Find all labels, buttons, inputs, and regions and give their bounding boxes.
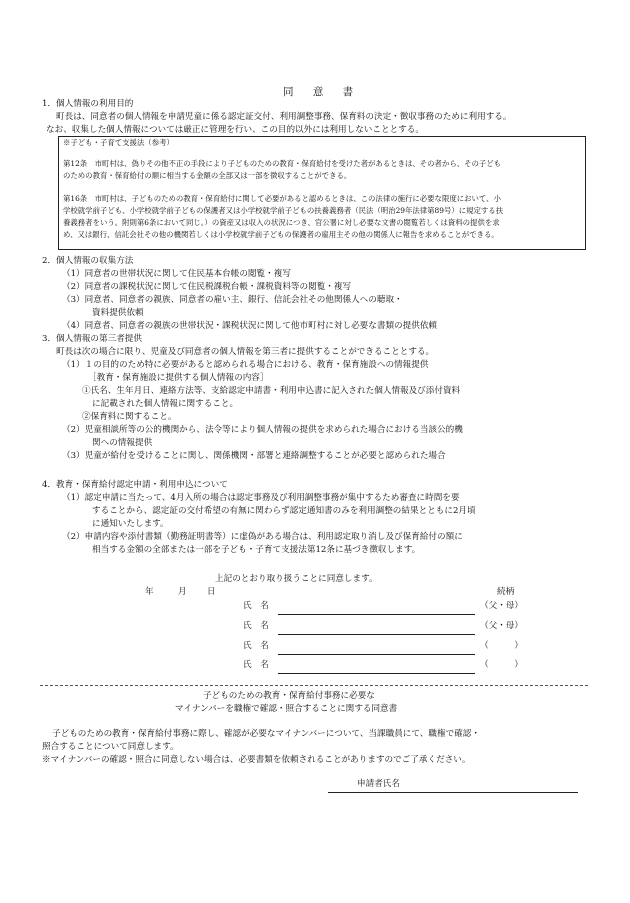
article16-line: 学校就学前子ども、小学校就学前子どもの保護者又は小学校就学前子どもの扶養義務者（民法（明治29年法律第89号）に規定する扶 (63, 206, 504, 215)
signer-name-label: 氏 名 (243, 621, 269, 631)
section4-item: （2）申請内容や添付書類（勤務証明書等）に虚偽がある場合は、利用認定取り消し及び保育給付の額に (62, 532, 463, 542)
mynumber-body: 照合することについて同意します。 (42, 742, 179, 752)
section3-subitem: ②保育料に関すること。 (82, 412, 177, 422)
section3-item: （3）児童が給付を受けることに関し、関係機関・部署と連絡調整することが必要と認められた場合 (62, 451, 446, 461)
mynumber-note: ※マイナンバーの確認・照合に同意しない場合は、必要書類を依頼されることがありますのでご了承ください。 (42, 755, 471, 765)
article12-line: 第12条 市町村は、偽りその他不正の手段により子どものための教育・保育給付を受けた者があるときは、その者から、その子ども (63, 159, 502, 168)
signer-name-line[interactable] (278, 673, 475, 674)
signer-relation: （父・母） (480, 621, 523, 631)
article16-line: 養義務者をいう。附則第6条において同じ。）の資産又は収入の状況につき、官公署に対し必要な文書の閲覧若しくは資料の提供を求 (63, 218, 500, 227)
section4-item: （1）認定申請に当たって、4月入所の場合は認定事務及び利用調整事務が集中するため審査に時間を要 (62, 493, 460, 503)
section3-subheading: ［教育・保育施設に提供する個人情報の内容］ (88, 373, 269, 383)
signer-name-label: 氏 名 (243, 601, 269, 611)
section2-item: （4）同意者、同意者の親族の世帯状況・課税状況に関して他市町村に対し必要な書類の提供依頼 (62, 321, 438, 331)
section4-heading: 4．教育・保育給付認定申請・利用申込について (42, 480, 228, 490)
section3-item: （2）児童相談所等の公的機関から、法令等により個人情報の提供を求められた場合における当該公的機 (62, 425, 463, 435)
applicant-name-label: 申請者氏名 (357, 779, 400, 789)
section3-subitem-continued: に記載された個人情報に関すること。 (92, 399, 239, 409)
signer-relation: （ ） (480, 660, 523, 670)
date-year-label: 年 (145, 587, 154, 597)
section2-item: （3）同意者、同意者の親族、同意者の雇い主、銀行、信託会社その他関係人への聴取・ (62, 295, 403, 305)
section1-line: 町長は、同意者の個人情報を申請児童に係る認定証交付、利用調整事務、保育料の決定・徴収事務のために利用する。 (56, 112, 512, 122)
section2-item: （1）同意者の世帯状況に関して住民基本台帳の閲覧・複写 (62, 269, 291, 279)
signer-name-line[interactable] (278, 654, 475, 655)
date-day-label: 日 (207, 587, 216, 597)
mynumber-body: 子どものための教育・保育給付事務に際し、確認が必要なマイナンバーについて、当課職員にて、職権で確認・ (52, 729, 480, 739)
section3-item: （1）１の目的のため特に必要があると認められる場合における、教育・保育施設への情報提供 (62, 360, 429, 370)
document-title: 同 意 書 (283, 86, 362, 98)
date-month-label: 月 (178, 587, 187, 597)
reference-box-header: ※子ども・子育て支援法（参考） (63, 138, 174, 147)
section1-line: なお、収集した個人情報については厳正に管理を行い、この目的以外には利用しないこととする。 (46, 125, 424, 135)
article16-line: 第16条 市町村は、子どものための教育・保育給付に関して必要があると認めるときは、この法律の施行に必要な限度において、小 (63, 194, 501, 203)
signer-name-label: 氏 名 (243, 660, 269, 670)
relation-header: 続柄 (497, 587, 515, 597)
section4-item-continued: に通知いたします。 (92, 519, 169, 529)
section4-item-continued: することから、認定証の交付希望の有無に関わらず認定通知書のみを利用調整の結果とともに2月頃 (92, 506, 476, 516)
signer-relation: （ ） (480, 641, 523, 651)
section4-item-continued: 相当する金額の全部または一部を子ども・子育て支援法第12条に基づき徴収します。 (92, 545, 421, 555)
article12-line: のための教育・保育給付の額に相当する金額の全部又は一部を徴収することができる。 (63, 171, 352, 180)
cut-line-divider (40, 685, 588, 686)
section3-item-continued: 関への情報提供 (92, 438, 153, 448)
section3-line: 町長は次の場合に限り、児童及び同意者の個人情報を第三者に提供することができることとする。 (56, 347, 435, 357)
section3-heading: 3．個人情報の第三者提供 (42, 334, 142, 344)
applicant-name-line[interactable] (328, 792, 578, 793)
section1-heading: 1．個人情報の利用目的 (42, 99, 134, 109)
section2-heading: 2．個人情報の収集方法 (42, 256, 134, 266)
section3-subitem: ①氏名、生年月日、連絡方法等、支給認定申請書・利用申込書に記入された個人情報及び添付資料 (82, 386, 461, 396)
section2-item: （2）同意者の課税状況に関して住民税課税台帳・課税資料等の閲覧・複写 (62, 282, 352, 292)
signer-name-line[interactable] (278, 634, 475, 635)
section2-item-continued: 資料提供依頼 (92, 308, 144, 318)
signer-relation: （父・母） (480, 601, 523, 611)
signer-name-label: 氏 名 (243, 641, 269, 651)
signer-name-line[interactable] (278, 614, 475, 615)
article16-line: め、又は銀行、信託会社その他の機関若しくは小学校就学前子どもの保護者の雇用主その他の関係人に報告を求めることができる。 (63, 230, 499, 239)
mynumber-title: マイナンバーを職権で確認・照合することに関する同意書 (175, 704, 398, 714)
mynumber-title: 子どものための教育・保育給付事務に必要な (203, 691, 375, 701)
consent-statement: 上記のとおり取り扱うことに同意します。 (215, 574, 378, 584)
